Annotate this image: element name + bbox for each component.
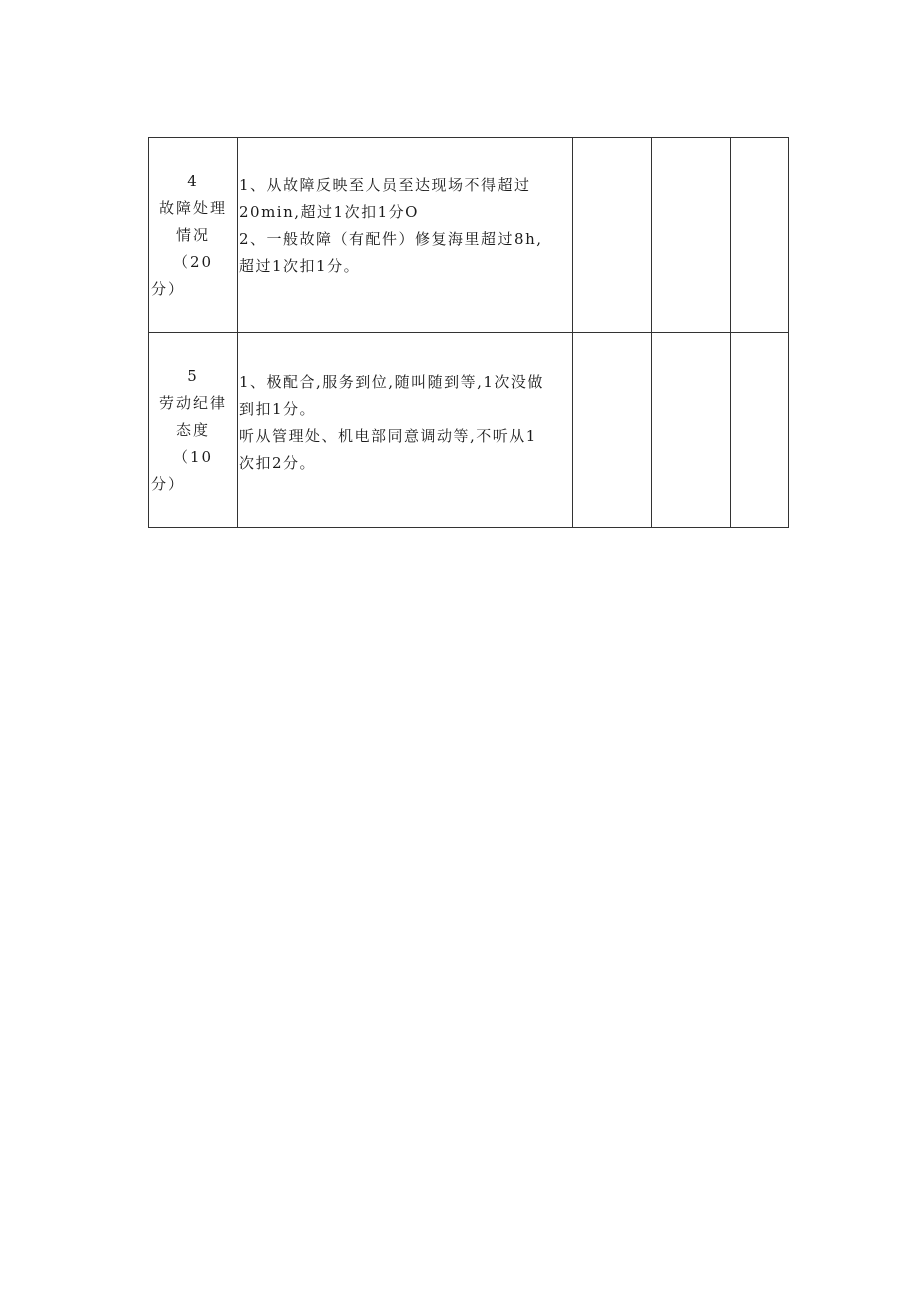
description-cell (238, 333, 573, 528)
item-title: 故障处理 (158, 198, 227, 217)
empty-cell (573, 333, 652, 528)
desc-line: 2、一般故障（有配件）修复海里超过8h, (239, 230, 543, 248)
empty-cell (652, 138, 731, 333)
desc-line: 次扣2分。 (239, 454, 317, 472)
item-title-cont: 态度 (175, 420, 210, 439)
item-score: （20 (172, 252, 214, 271)
item-title: 劳动纪律 (158, 393, 227, 412)
item-score-unit: 分） (151, 279, 186, 298)
item-score-unit: 分） (151, 474, 186, 493)
item-title-cont: 情况 (175, 225, 210, 244)
table-row (149, 138, 789, 333)
item-score: （10 (172, 447, 214, 466)
item-cell (149, 138, 238, 333)
desc-line: 1、极配合,服务到位,随叫随到等,1次没做 (239, 373, 544, 391)
item-number: 4 (187, 171, 199, 190)
empty-cell (731, 333, 789, 528)
table-row (149, 333, 789, 528)
desc-line: 超过1次扣1分。 (239, 257, 361, 275)
empty-cell (652, 333, 731, 528)
empty-cell (731, 138, 789, 333)
desc-line: 1、从故障反映至人员至达现场不得超过 (239, 176, 531, 194)
description-cell (238, 138, 573, 333)
desc-line: 到扣1分。 (239, 400, 317, 418)
desc-line: 听从管理处、机电部同意调动等,不听从1 (239, 427, 537, 445)
assessment-table (148, 137, 789, 528)
empty-cell (573, 138, 652, 333)
item-number: 5 (187, 366, 199, 385)
desc-line: 20min,超过1次扣1分O (239, 203, 419, 221)
item-cell (149, 333, 238, 528)
